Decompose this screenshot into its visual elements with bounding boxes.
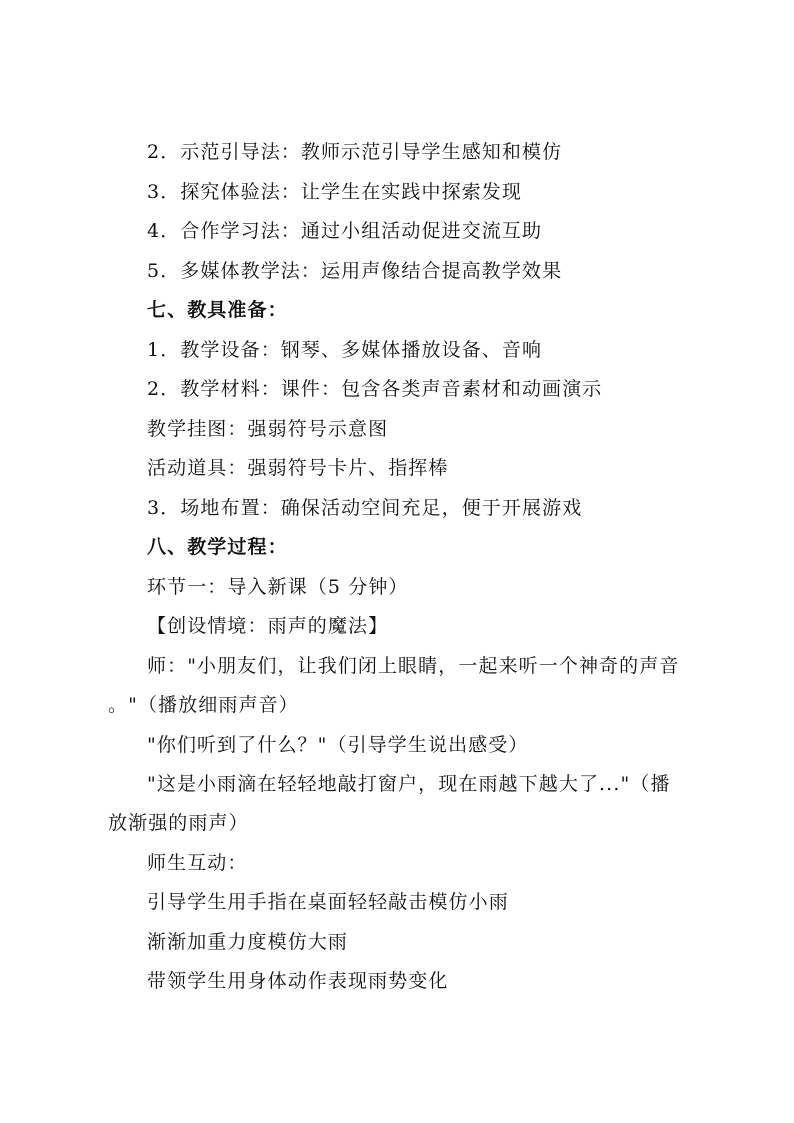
teacher-line-3: "这是小雨滴在轻轻地敲打窗户，现在雨越下越大了..."（播 bbox=[147, 773, 671, 795]
method-demonstration: 2．示范引导法：教师示范引导学生感知和模仿 bbox=[147, 141, 563, 163]
section-heading-teaching-aids: 七、教具准备： bbox=[147, 299, 288, 321]
teacher-line-1-cont: 。"（播放细雨声音） bbox=[108, 694, 299, 716]
interaction-title: 师生互动： bbox=[147, 852, 248, 874]
interaction-step-2: 渐渐加重力度模仿大雨 bbox=[147, 931, 349, 953]
method-cooperative: 4．合作学习法：通过小组活动促进交流互助 bbox=[147, 220, 543, 242]
stage-one-title: 环节一：导入新课（5 分钟） bbox=[147, 576, 409, 598]
method-multimedia: 5．多媒体教学法：运用声像结合提高教学效果 bbox=[147, 260, 563, 282]
teacher-line-3-cont: 放渐强的雨声） bbox=[108, 812, 249, 834]
aids-venue: 3．场地布置：确保活动空间充足，便于开展游戏 bbox=[147, 497, 583, 519]
aids-wall-chart: 教学挂图：强弱符号示意图 bbox=[147, 418, 389, 440]
aids-props: 活动道具：强弱符号卡片、指挥棒 bbox=[147, 457, 449, 479]
method-inquiry: 3．探究体验法：让学生在实践中探索发现 bbox=[147, 181, 522, 203]
teacher-line-1: 师："小朋友们，让我们闭上眼睛，一起来听一个神奇的声音 bbox=[147, 655, 680, 677]
section-heading-teaching-process: 八、教学过程： bbox=[147, 536, 288, 558]
aids-equipment: 1．教学设备：钢琴、多媒体播放设备、音响 bbox=[147, 339, 543, 361]
scenario-title: 【创设情境：雨声的魔法】 bbox=[147, 615, 389, 637]
aids-materials: 2．教学材料：课件：包含各类声音素材和动画演示 bbox=[147, 378, 603, 400]
interaction-step-1: 引导学生用手指在桌面轻轻敲击模仿小雨 bbox=[147, 891, 509, 913]
teacher-line-2: "你们听到了什么？"（引导学生说出感受） bbox=[147, 734, 529, 756]
interaction-step-3: 带领学生用身体动作表现雨势变化 bbox=[147, 970, 449, 992]
